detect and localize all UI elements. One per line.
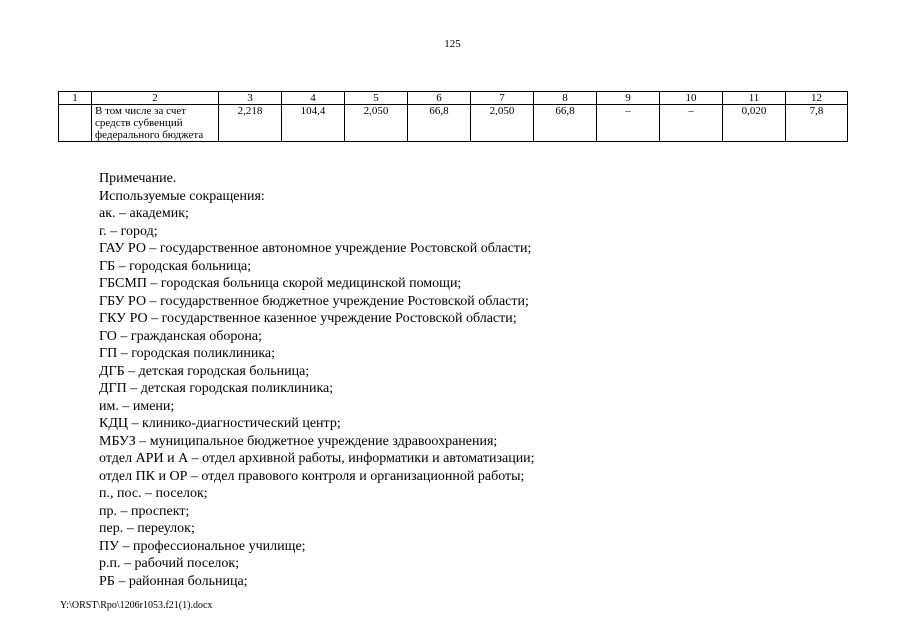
- row-name-line: федерального бюджета: [95, 129, 204, 141]
- abbreviation-item: отдел АРИ и А – отдел архивной работы, информатики и автоматизации;: [99, 451, 535, 466]
- abbreviation-item: ГО – гражданская оборона;: [99, 328, 262, 344]
- abbreviation-item: им. – имени;: [99, 398, 175, 414]
- column-header: 11: [723, 92, 786, 105]
- abbreviation-item: ГБ – городская больница;: [99, 258, 252, 274]
- abbreviation-item: п., пос. – поселок;: [99, 486, 208, 501]
- abbreviation-item: ГКУ РО – государственное казенное учреждение Ростовской области;: [99, 311, 517, 326]
- abbreviation-item: ДГБ – детская городская больница;: [99, 363, 310, 379]
- abbreviation-item: пер. – переулок;: [99, 521, 195, 536]
- row-name-line: В том числе за счет: [95, 105, 187, 117]
- row-name-line: средств субвенций: [95, 117, 183, 129]
- column-header: 7: [471, 92, 534, 105]
- column-header: 2: [92, 92, 219, 105]
- table-cell: 2,050: [345, 105, 408, 142]
- abbreviation-item: г. – город;: [99, 223, 158, 239]
- table-cell: [59, 105, 92, 142]
- column-header: 8: [534, 92, 597, 105]
- abbreviation-item: ГБСМП – городская больница скорой медицинской помощи;: [99, 276, 462, 291]
- abbreviation-item: ДГП – детская городская поликлиника;: [99, 381, 334, 396]
- abbreviation-item: отдел ПК и ОР – отдел правового контроля и организационной работы;: [99, 468, 525, 484]
- table-cell: 2,050: [471, 105, 534, 142]
- column-header: 1: [59, 92, 92, 105]
- column-header: 12: [786, 92, 848, 105]
- column-header: 9: [597, 92, 660, 105]
- footer-file-path: Y:\ORST\Rpo\1206r1053.f21(1).docx: [60, 600, 213, 611]
- abbreviation-item: МБУЗ – муниципальное бюджетное учреждение здравоохранения;: [99, 433, 498, 449]
- page-number: 125: [444, 38, 461, 50]
- abbreviation-item: ГАУ РО – государственное автономное учреждение Ростовской области;: [99, 241, 532, 256]
- row-name-cell: [92, 105, 219, 142]
- column-header: 3: [219, 92, 282, 105]
- table-cell: 66,8: [408, 105, 471, 142]
- abbreviation-item: р.п. – рабочий поселок;: [99, 556, 240, 571]
- table-row: [59, 105, 848, 142]
- table-cell: –: [660, 105, 723, 142]
- column-header: 6: [408, 92, 471, 105]
- abbreviation-item: ПУ – профессиональное училище;: [99, 538, 306, 554]
- table-cell: 2,218: [219, 105, 282, 142]
- abbreviation-item: пр. – проспект;: [99, 503, 190, 519]
- notes-subtitle: Используемые сокращения:: [99, 188, 265, 204]
- table-cell: –: [597, 105, 660, 142]
- column-header: 5: [345, 92, 408, 105]
- column-header: 4: [282, 92, 345, 105]
- abbreviation-item: ГБУ РО – государственное бюджетное учреждение Ростовской области;: [99, 293, 529, 309]
- abbreviation-item: КДЦ – клинико-диагностический центр;: [99, 416, 341, 431]
- column-header: 10: [660, 92, 723, 105]
- table-cell: 0,020: [723, 105, 786, 142]
- table-cell: 7,8: [786, 105, 848, 142]
- abbreviation-item: ГП – городская поликлиника;: [99, 346, 276, 361]
- abbreviation-item: РБ – районная больница;: [99, 573, 248, 589]
- data-table: [58, 91, 848, 142]
- table-cell: 66,8: [534, 105, 597, 142]
- table-cell: 104,4: [282, 105, 345, 142]
- notes-title: Примечание.: [99, 171, 177, 186]
- abbreviation-item: ак. – академик;: [99, 206, 189, 221]
- notes-section: [99, 170, 535, 590]
- table-header-row: [59, 92, 848, 105]
